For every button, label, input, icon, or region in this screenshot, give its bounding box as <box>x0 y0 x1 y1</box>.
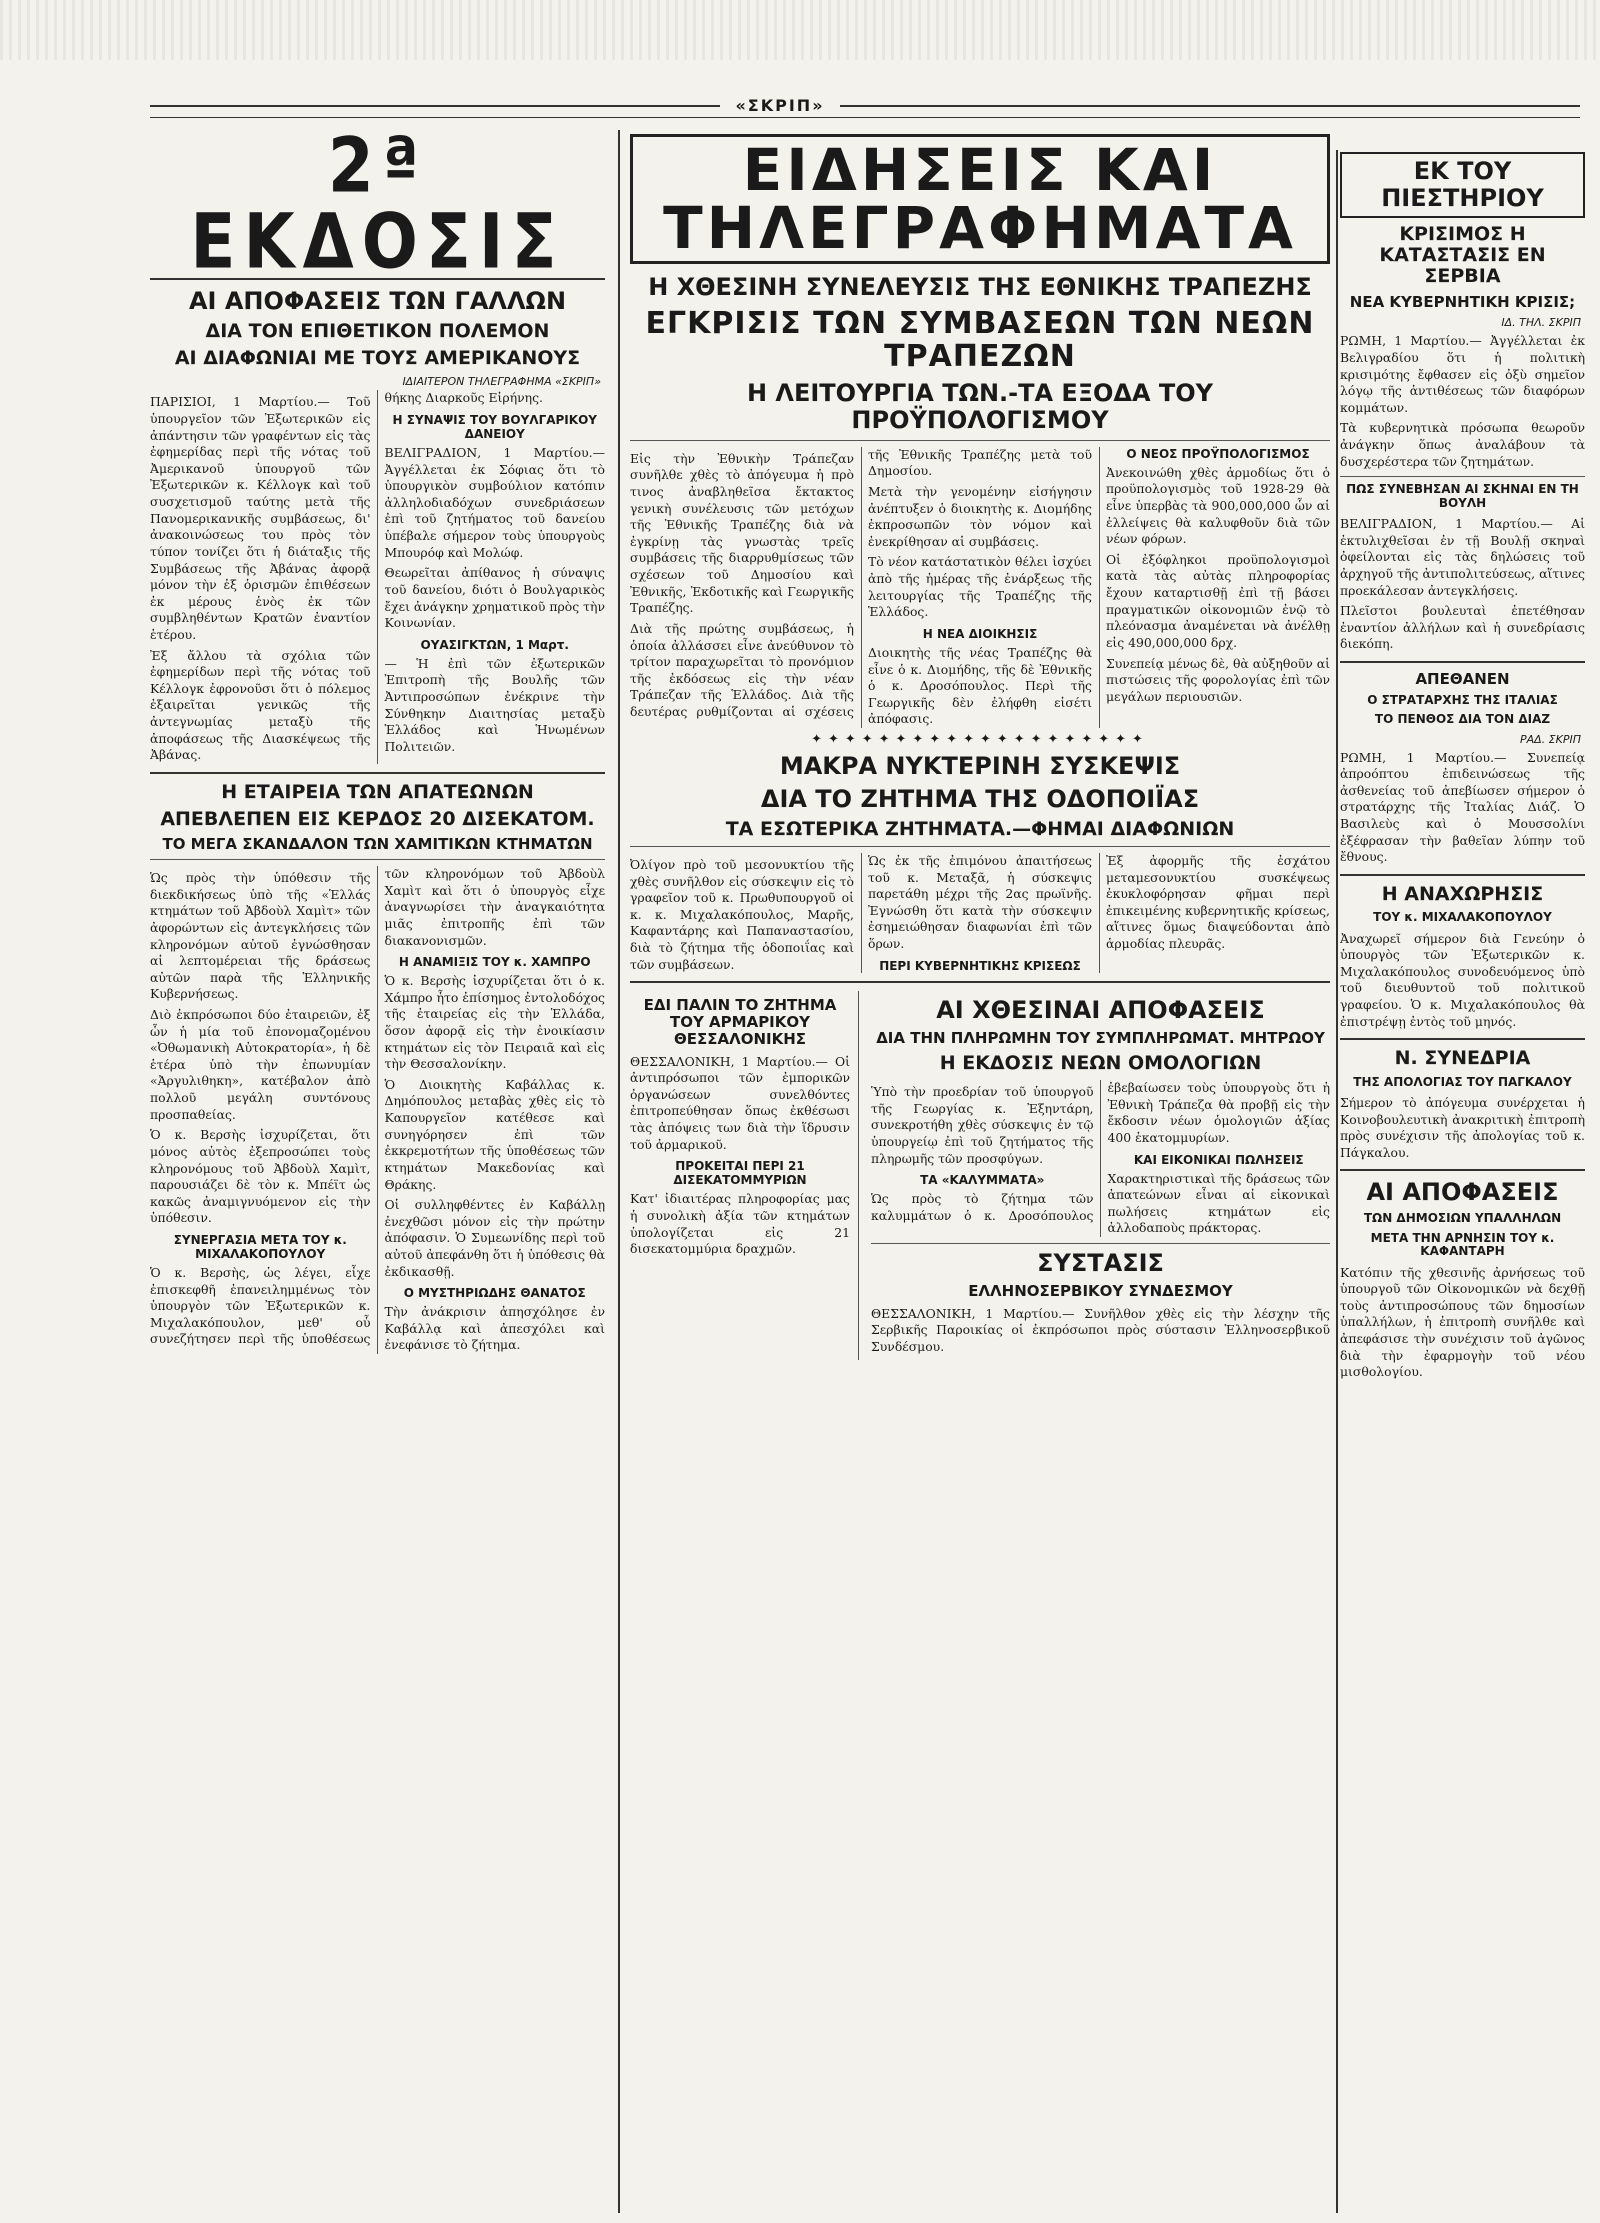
section-subhead: Η ΝΕΑ ΔΙΟΙΚΗΣΙΣ <box>922 626 1038 641</box>
stop-press-banner: ΕΚ ΤΟΥ ΠΙΕΣΤΗΡΙΟΥ <box>1340 152 1585 218</box>
article-subheadline: ΤΟ ΠΕΝΘΟΣ ΔΙΑ ΤΟΝ ΔΙΑΖ <box>1374 712 1551 727</box>
paragraph: Τὴν ἀνάκρισιν ἀπησχόλησε ἐν Καβάλλᾳ καὶ ἀπεσχόλει καὶ ἐνεφάνισε τὸ ζήτημα. <box>384 1304 605 1353</box>
paragraph: Κατόπιν τῆς χθεσινῆς ἀρνήσεως τοῦ ὑπουργοῦ τῶν Οἰκονομικῶν νὰ δεχθῇ τοὺς ἀντιπροσώπους τῶν δημοσίων ὑπαλλήλων, ἡ ἐπιτροπὴ συνῆλθε καὶ ἀπεφάσισε τὴν συνέχισιν τοῦ ἀγῶνος διὰ τὴν ἐφαρμογὴν τοῦ νέου μισθολογίου. <box>1340 1264 1585 1380</box>
article-headline: ΣΥΣΤΑΣΙΣ <box>1037 1249 1164 1278</box>
paragraph: Οἱ ἐξόφληκοι προϋπολογισμοὶ κατὰ τὰς αὐτὰς πληροφορίας ἔχουν καταρτισθῇ ἐπὶ τῇ βάσει πραγματικῶν οἰκονομιῶν ἐνῷ τὸ πλεόνασμα ἀναμένεται νὰ ἀνέλθῃ εἰς 490,000,000 δρχ. <box>1106 551 1330 650</box>
paragraph: Διοικητὴς τῆς νέας Τραπέζης θὰ εἶνε ὁ κ. Διομήδης, τῆς δὲ Ἐθνικῆς ὁ κ. Δροσόπουλος. Περὶ τῆς Γεωργικῆς δὲν ἐλήφθη εἰσέτι ἀπόφασις. <box>868 644 1092 727</box>
paragraph: Ἐξ ἄλλου τὰ σχόλια τῶν ἐφημερίδων περὶ τῆς νότας τοῦ Κέλλογκ ἐφρονοῦσι ὅτι ὁ πόλεμος ἐξαιρεῖται γενικῶς τῆς ἀντεγνωμίας μεταξὺ τῆς ἀποφάσεως τῆς Διασκέψεως τῆς Ἀβάνας. <box>150 647 371 763</box>
paragraph: Ὁ Διοικητὴς Καβάλλας κ. Δημόπουλος μεταβὰς χθὲς εἰς τὸ Καπουργεῖον κατέθεσε καὶ συνηγόρησεν ἐπὶ τῶν ἐκκρεμοτήτων τῆς ὑποθέσεως τῶν κτημάτων Μακεδονίας καὶ Θράκης. <box>384 1076 605 1192</box>
article-headline: ΑΠΕΘΑΝΕΝ <box>1415 669 1510 688</box>
paragraph: Τὸ νέον κατάστατικὸν θέλει ἰσχύει ἀπὸ τῆς ἡμέρας τῆς ἐνάρξεως τῆς λειτουργίας τῆς Τραπέζης τῆς Ἑλλάδος. <box>868 554 1092 620</box>
divider <box>1340 476 1585 477</box>
article-subheadline: Ο ΣΤΡΑΤΑΡΧΗΣ ΤΗΣ ΙΤΑΛΙΑΣ <box>1367 692 1558 707</box>
article-subheadline: ΤΑ ΕΣΩΤΕΡΙΚΑ ΖΗΤΗΜΑΤΑ.—ΦΗΜΑΙ ΔΙΑΦΩΝΙΩΝ <box>725 817 1235 840</box>
section-subhead: Ο ΜΥΣΤΗΡΙΩΔΗΣ ΘΑΝΑΤΟΣ <box>403 1286 586 1301</box>
paragraph: Ὁ κ. Βερσὴς, ὡς λέγει, εἶχε ἐπισκεφθῆ ἐπανειλημμένως τὸν ὑπουργὸν τῶν Ἐξωτερικῶν κ. Μιχαλακόπουλον, μεθ' οὗ συνεζήτησεν περὶ τῆς ὑποθέσεως τῶν κληρονόμων τοῦ Ἀβδοὺλ Χαμὶτ καὶ ὅτι ὁ ὑπουργὸς εἶχε ἀναγνωρίσει τὴν ἀναγκαιότητα μιᾶς ἐπιτροπῆς ἐπὶ τῶν διακανονισμῶν. <box>150 866 605 1347</box>
article-subheadline: ΕΛΛΗΝΟΣΕΡΒΙΚΟΥ ΣΥΝΔΕΣΜΟΥ <box>968 1281 1233 1300</box>
lower-section <box>630 991 1330 1359</box>
article-headline: Η ΕΤΑΙΡΕΙΑ ΤΩΝ ΑΠΑΤΕΩΝΩΝ <box>221 780 534 803</box>
paragraph: Χαρακτηριστικαὶ τῆς δράσεως τῶν ἀπατεώνων εἶναι αἱ εἰκονικαὶ πωλήσεις κτημάτων εἰς ἀλλοδαποὺς πράκτορας. <box>1107 1170 1330 1236</box>
divider <box>1340 1169 1585 1171</box>
paragraph: Σήμερον τὸ ἀπόγευμα συνέρχεται ἡ Κοινοβουλευτικὴ ἀνακριτικὴ ἐπιτροπὴ πρὸς συνέχισιν τῆς ἀπολογίας τοῦ κ. Πάγκαλου. <box>1340 1094 1585 1160</box>
paragraph: Τὰ κυβερνητικὰ πρόσωπα θεωροῦν ἀνάγκην ὅπως ἀναλάβουν τὰ δυσχερέστερα τῶν ζητημάτων. <box>1340 420 1585 469</box>
article-subheadline: Η ΣΥΝΑΨΙΣ ΤΟΥ ΒΟΥΛΓΑΡΙΚΟΥ ΔΑΝΕΙΟΥ <box>392 413 597 442</box>
divider <box>871 1243 1330 1244</box>
article-subheadline: ΤΗΣ ΑΠΟΛΟΓΙΑΣ ΤΟΥ ΠΑΓΚΑΛΟΥ <box>1353 1074 1572 1089</box>
paragraph: Εἰς τὴν Ἐθνικὴν Τράπεζαν συνῆλθε χθὲς τὸ ἀπόγευμα ἡ πρὸ τινος ἀναβληθεῖσα ἔκτακτος γενικὴ συνέλευσις τῶν μετόχων τῆς Ἐθνικῆς Τραπέζης διὰ νὰ ἐγκρίνῃ τὰς γνωστὰς τρεῖς συμβάσεις τῆς διαρρυθμίσεως τῶν σχέσεων τοῦ Δημοσίου καὶ Ἐθνικῆς, Ἐκδοτικῆς καὶ Γεωργικῆς Τραπέζης. <box>630 450 854 616</box>
article-headline: ΑΙ ΑΠΟΦΑΣΕΙΣ ΤΩΝ ΓΑΛΛΩΝ <box>188 287 567 315</box>
article-subheadline: ΕΓΚΡΙΣΙΣ ΤΩΝ ΣΥΜΒΑΣΕΩΝ ΤΩΝ ΝΕΩΝ ΤΡΑΠΕΖΩΝ <box>645 305 1315 375</box>
paragraph: Οἱ συλληφθέντες ἐν Καβάλλῃ ἐνεχθῶσι μόνον εἰς τὴν πρώτην ἀπόφασιν. Ὁ Συμεωνίδης περὶ τοῦ αὐτοῦ ἀπεφάνθη ὅτι ἡ ὑπόθεσις θὰ ἐκδικασθῇ. <box>384 1197 605 1279</box>
column-rule <box>1336 150 1338 2213</box>
column-rule <box>618 130 620 2213</box>
paragraph: ΡΩΜΗ, 1 Μαρτίου.— Συνεπείᾳ ἀπροόπτου ἐπιδεινώσεως τῆς ἀσθενείας τοῦ ἀπεβίωσεν σήμερον ὁ στρατάρχης τῆς Ἰταλίας Διάζ. Ὁ Βασιλεὺς καὶ ὁ Μουσσολίνι ἐξέφρασαν τὴν βαθεῖαν λύπην τοῦ ἔθνους. <box>1340 749 1585 865</box>
article-body-columns <box>150 390 605 763</box>
article-subheadline: ΔΙΑ ΤΟ ΖΗΤΗΜΑ ΤΗΣ ΟΔΟΠΟΙΪΑΣ <box>760 784 1200 813</box>
paragraph: ΡΩΜΗ, 1 Μαρτίου.— Ἀγγέλλεται ἐκ Βελιγραδίου ὅτι ἡ πολιτικὴ κρισιμότης ἔφθασεν εἰς ὀξὺ σημεῖον λόγῳ τῆς ἀντιθέσεως τῶν διαφόρων κομμάτων. <box>1340 333 1585 415</box>
scan-edge-strip <box>0 0 1600 60</box>
section-subhead: ΠΡΟΚΕΙΤΑΙ ΠΕΡΙ 21 ΔΙΣΕΚΑΤΟΜΜΥΡΙΩΝ <box>673 1159 807 1188</box>
paragraph: ΠΑΡΙΣΙΟΙ, 1 Μαρτίου.— Τοῦ ὑπουργεῖον τῶν Ἐξωτερικῶν εἰς ἀπάντησιν τῶν γραφέντων εἰς τὰς ἐφημερίδας περὶ τῆς νότας τοῦ Ἀμερικανοῦ ὑπουργοῦ τῶν Ἐξωτερικῶν κ. Κέλλογκ καὶ τοῦ συσχετισμοῦ ταύτης μετὰ τῆς Πανομερικανικῆς συμβάσεως, δι' ἀνακοινώσεως του πρὸς τὸν τύπον τονίζει ὅτι ἡ διάταξις τῆς Συμβάσεως τῆς Ἀβάνας ἀφορᾷ μόνον τὴν ἐξ ὁρισμῶν ἐπιθέσεων ἐκ μέρους ἑνὸς ἐκ τῶν συμβληθέντων Κρατῶν ἐναντίον ἑτέρου. <box>150 394 371 642</box>
column-right <box>1340 130 1585 2213</box>
article-subheadline: ΑΠΕΒΛΕΠΕΝ ΕΙΣ ΚΕΡΔΟΣ 20 ΔΙΣΕΚΑΤΟΜ. <box>160 808 595 831</box>
paragraph: Ὁ κ. Βερσὴς ἰσχυρίζεται, ὅτι μόνος αὐτὸς ἐξεπροσώπει τοὺς κληρονόμους τοῦ Ἀβδοὺλ Χαμὶτ, παρουσιάζει δὲ τὸν κ. Μπέϊτ ὡς κακῶς ἀναμιγνυόμενον εἰς τὴν ὑπόθεσιν. <box>150 1127 371 1226</box>
paragraph: Διὰ τῆς πρώτης συμβάσεως, ἡ ὁποία ἀλλάσσει εἶνε ἀνεύθυνον τὸ τρίτον παραχωρεῖται τὸ προνόμιον τῆς ἐκδόσεως εἰς τὴν νέαν Τράπεζαν τῆς Ἑλλάδος. Διὰ τῆς δευτέρας ρυθμίζονται αἱ σχέσεις τῆς Ἐθνικῆς Τραπέζης μετὰ τοῦ Δημοσίου. <box>630 446 1092 719</box>
divider <box>630 981 1330 983</box>
article-headline: Η ΧΘΕΣΙΝΗ ΣΥΝΕΛΕΥΣΙΣ ΤΗΣ ΕΘΝΙΚΗΣ ΤΡΑΠΕΖΗΣ <box>648 273 1312 301</box>
section-subhead: ΣΥΝΕΡΓΑΣΙΑ ΜΕΤΑ ΤΟΥ κ. ΜΙΧΑΛΑΚΟΠΟΥΛΟΥ <box>173 1232 347 1261</box>
paragraph: Θεωρεῖται ἀπίθανος ἡ σύναψις τοῦ δανείου, διότι ὁ Βουλγαρικὸς ἔχει ἀνάγκην χρηματικοῦ πρὸς τὴν Κοινωνίαν. <box>384 565 605 631</box>
divider <box>630 440 1330 441</box>
page-masthead-label: «ΣΚΡΙΠ» <box>720 96 840 115</box>
divider <box>1340 1038 1585 1040</box>
paragraph: Ὡς πρὸς τὴν ὑπόθεσιν τῆς διεκδικήσεως ὑπὸ τῆς «Ἑλλάς κτημάτων τοῦ Ἀβδοὺλ Χαμὶτ» τῶν ἀφορώντων εἰς ἀντεγκλήσεις τῶν κληρονόμων αὐτοῦ ἐγνώσθησαν αἱ λεπτομέρειαι τῆς δράσεως αὐτῶν παρὰ τῆς Ἑλληνικῆς Κυβερνήσεως. <box>150 870 371 1002</box>
paragraph: ΘΕΣΣΑΛΟΝΙΚΗ, 1 Μαρτίου.— Συνῆλθον χθὲς εἰς τὴν λέσχην τῆς Σερβικῆς Παροικίας οἱ ἐκπρόσωποι πρὸς σύστασιν Ἑλληνοσερβικοῦ Συνδέσμου. <box>871 1305 1330 1354</box>
article-subheadline: Η ΕΚΔΟΣΙΣ ΝΕΩΝ ΟΜΟΛΟΓΙΩΝ <box>939 1051 1262 1074</box>
article-subheadline: ΝΕΑ ΚΥΒΕΡΝΗΤΙΚΗ ΚΡΙΣΙΣ; <box>1349 292 1576 311</box>
article-headline: ΑΙ ΑΠΟΦΑΣΕΙΣ <box>1366 1178 1559 1207</box>
paragraph: Κατ' ἰδιαιτέρας πληροφορίας μας ἡ συνολικὴ ἀξία τῶν κτημάτων ὑπολογίζεται εἰς 21 δισεκατομμύρια δραχμῶν. <box>630 1191 850 1257</box>
section-subhead: ΠΕΡΙ ΚΥΒΕΡΝΗΤΙΚΗΣ ΚΡΙΣΕΩΣ <box>879 958 1081 973</box>
paragraph: Μετὰ τὴν γενομένην εἰσήγησιν ἀνέπτυξεν ὁ διοικητὴς κ. Διομήδης ἐκπροσωπῶν τὸν νόμον καὶ ἐνεκρίθησαν αἱ συμβάσεις. <box>868 484 1092 549</box>
paragraph: ΘΕΣΣΑΛΟΝΙΚΗ, 1 Μαρτίου.— Οἱ ἀντιπρόσωποι τῶν ἐμπορικῶν ὀργανώσεων συνελθόντες ἐπιτροπεύθησαν ὅπως ἐκθέσωσι τὰς ἀπόψεις των διὰ τὴν ἵδρυσιν τοῦ ἀρμαρικοῦ. <box>630 1053 850 1152</box>
divider <box>1340 661 1585 663</box>
article-subheadline: ΟΥΑΣΙΓΚΤΩΝ, 1 Μαρτ. <box>420 637 569 652</box>
paragraph: Ἀναχωρεῖ σήμερον διὰ Γενεύην ὁ ὑπουργὸς τῶν Ἐξωτερικῶν κ. Μιχαλακόπουλος συνοδευόμενος ὑπὸ τοῦ διευθυντοῦ τοῦ πολιτικοῦ γραφείου. Ὁ κ. Μιχαλακόπουλος θὰ ἐπιστρέψῃ ἐντὸς τοῦ μηνός. <box>1340 930 1585 1029</box>
article-subheadline: ΔΙΑ ΤΟΝ ΕΠΙΘΕΤΙΚΟΝ ΠΟΛΕΜΟΝ <box>205 319 550 342</box>
masthead-rule <box>150 105 1580 118</box>
dateline: ΙΔΙΑΙΤΕΡΟΝ ΤΗΛΕΓΡΑΦΗΜΑ «ΣΚΡΙΠ» <box>402 375 601 389</box>
paragraph: — Ἡ ἐπὶ τῶν ἐξωτερικῶν Ἐπιτροπὴ τῆς Βουλῆς τῶν Ἀντιπροσώπων ἐνέκρινε τὴν Σύνθηκην Διαιτησίας μεταξὺ Ἑλλάδος καὶ Ἡνωμένων Πολιτειῶν. <box>384 655 605 754</box>
paragraph: Ὁ κ. Βερσὴς ἰσχυρίζεται ὅτι ὁ κ. Χάμπρο ἦτο ἐπίσημος ἐντολοδόχος τῆς ἐταιρείας εἰς τὴν Ἑλλάδα, ὅσον ἀφορᾷ εἰς τὴν ἐνοικίασιν κτημάτων εἰς τὸν Πειραιᾶ καὶ εἰς τὴν Θεσσαλονίκην. <box>384 973 605 1072</box>
article-subheadline: ΤΟ ΜΕΓΑ ΣΚΑΝΔΑΛΟΝ ΤΩΝ ΧΑΜΙΤΙΚΩΝ ΚΤΗΜΑΤΩΝ <box>162 835 593 854</box>
article-headline: Ν. ΣΥΝΕΔΡΙΑ <box>1394 1047 1531 1070</box>
article-headline: ΜΑΚΡΑ ΝΥΚΤΕΡΙΝΗ ΣΥΣΚΕΨΙΣ <box>779 751 1181 780</box>
article-subheadline: ΤΟΥ κ. ΜΙΧΑΛΑΚΟΠΟΥΛΟΥ <box>1373 910 1552 925</box>
divider <box>1340 874 1585 876</box>
article-headline: Η ΑΝΑΧΩΡΗΣΙΣ <box>1381 882 1544 905</box>
section-banner: ΕΙΔΗΣΕΙΣ ΚΑΙ ΤΗΛΕΓΡΑΦΗΜΑΤΑ <box>630 134 1330 264</box>
dateline: ΡΑΔ. ΣΚΡΙΠ <box>1520 732 1581 746</box>
divider <box>630 846 1330 847</box>
paragraph: Ἀνεκοινώθη χθὲς ἁρμοδίως ὅτι ὁ προϋπολογισμὸς τοῦ 1928-29 θὰ εἶνε ὑπερβὰς τὰ 900,000,000 ὧν αἱ ἐλλείψεις θὰ καλυφθοῦν διὰ τῶν νέων φόρων. <box>1106 464 1330 547</box>
article-subheadline: ΤΩΝ ΔΗΜΟΣΙΩΝ ΥΠΑΛΛΗΛΩΝ <box>1363 1211 1562 1226</box>
paragraph: Διὸ ἐκπρόσωποι δύο ἐταιρειῶν, ἐξ ὧν ἡ μία τοῦ ἐπονομαζομένου «Ὀθωμανικὴ Αὐτοκρατορία», ἡ δὲ ἑτέρα ὑπὸ τὴν ἐπωνυμίαν «Ἀργυλιθηκη», κατέβαλον ἀπὸ πολλοῦ μεγάλη συντόνους προσπαθείας. <box>150 1007 371 1122</box>
paragraph: Ὡς ἐκ τῆς ἐπιμόνου ἀπαιτήσεως τοῦ κ. Μεταξᾶ, ἡ σύσκεψις παρετάθη μέχρι τῆς 2ας πρωϊνῆς. Ἐγνώσθη ὅτι κατὰ τὴν σύσκεψιν ἐσημειώθησαν διαφωνίαι ἐπὶ τῶν ὅρων. <box>868 852 1092 952</box>
article-subheadline: ΜΕΤΑ ΤΗΝ ΑΡΝΗΣΙΝ ΤΟΥ κ. ΚΑΦΑΝΤΑΡΗ <box>1370 1230 1555 1259</box>
section-subhead: Η ΑΝΑΜΙΞΙΣ ΤΟΥ κ. ΧΑΜΠΡΟ <box>398 955 591 970</box>
decisions-article <box>871 991 1330 1359</box>
article-body-columns <box>150 866 605 1354</box>
article-body-columns <box>630 447 1330 728</box>
article-subheadline: ΔΙΑ ΤΗΝ ΠΛΗΡΩΜΗΝ ΤΟΥ ΣΥΜΠΛΗΡΩΜΑΤ. ΜΗΤΡΩΟΥ <box>876 1029 1325 1048</box>
ornament-divider: ✦✦✦✦✦✦✦✦✦✦✦✦✦✦✦✦✦✦✦✦ <box>811 731 1149 747</box>
divider <box>150 859 605 860</box>
article-headline: ΚΡΙΣΙΜΟΣ Η ΚΑΤΑΣΤΑΣΙΣ ΕΝ ΣΕΡΒΙΑ <box>1379 222 1546 288</box>
salonica-article <box>630 991 859 1359</box>
article-body-columns <box>871 1080 1330 1237</box>
section-subhead: ΤΑ «ΚΑΛΥΜΜΑΤΑ» <box>920 1173 1045 1188</box>
article-headline: ΕΔΙ ΠΑΛΙΝ ΤΟ ΖΗΤΗΜΑ ΤΟΥ ΑΡΜΑΡΙΚΟΥ ΘΕΣΣΑΛΟΝΙΚΗΣ <box>643 996 837 1048</box>
paragraph: Ὡς πρὸς τὸ ζήτημα τῶν καλυμμάτων ὁ κ. Δροσόπουλος ἐβεβαίωσεν τοὺς ὑπουργοὺς ὅτι ἡ Ἐθνικὴ Τράπεζα θὰ προβῇ εἰς τὴν ἔκδοσιν νέων ὁμολογιῶν ἀξίας 400 ἑκατομμυρίων. <box>871 1080 1330 1223</box>
edition-title: 2ª ΕΚΔΟΣΙΣ <box>190 130 565 286</box>
article-headline: ΑΙ ΧΘΕΣΙΝΑΙ ΑΠΟΦΑΣΕΙΣ <box>936 996 1265 1025</box>
paragraph: θήκης Διαρκοῦς Εἰρήνης. <box>384 390 543 406</box>
paragraph: Ἐξ ἀφορμῆς τῆς ἐσχάτου μεταμεσονυκτίου συσκέψεως ἐκυκλοφόρησαν φῆμαι περὶ ἐπικειμένης κυβερνητικῆς κρίσεως, αἵτινες ὅμως διαψεύδονται ἀπὸ ἁρμοδίας πλευρᾶς. <box>1106 852 1330 952</box>
dateline: ΙΔ. ΤΗΛ. ΣΚΡΙΠ <box>1501 316 1581 330</box>
paragraph: Ὑπὸ τὴν προεδρίαν τοῦ ὑπουργοῦ τῆς Γεωργίας κ. Ἐξηντάρη, συνεκροτήθη χθὲς σύσκεψις ἐν τῷ ὑπουργείῳ ἐπὶ τοῦ ζητήματος τῆς πληρωμῆς τῶν προσφύγων. <box>871 1084 1094 1166</box>
paragraph: Ὀλίγον πρὸ τοῦ μεσονυκτίου τῆς χθὲς συνῆλθον εἰς σύσκεψιν εἰς τὸ γραφεῖον τοῦ κ. Πρωθυπουργοῦ οἱ κ. κ. Μιχαλακόπουλος, Μαρῆς, Καφαντάρης καὶ Παπαναστασίου, διὰ τὸ ζήτημα τῆς ὁδοποιΐας καὶ τῶν συμβάσεων. <box>630 856 854 972</box>
column-center <box>630 130 1330 2213</box>
divider <box>150 772 605 774</box>
section-subhead: ΚΑΙ ΕΙΚΟΝΙΚΑΙ ΠΩΛΗΣΕΙΣ <box>1133 1152 1304 1167</box>
article-subheadline: Η ΛΕΙΤΟΥΡΓΙΑ ΤΩΝ.-ΤΑ ΕΞΟΔΑ ΤΟΥ ΠΡΟΫΠΟΛΟΓΙΣΜΟΥ <box>746 379 1214 434</box>
section-subhead: Ο ΝΕΟΣ ΠΡΟΫΠΟΛΟΓΙΣΜΟΣ <box>1126 446 1310 461</box>
paragraph: ΒΕΛΙΓΡΑΔΙΟΝ, 1 Μαρτίου.— Αἱ ἐκτυλιχθεῖσαι ἐν τῇ Βουλῇ σκηναὶ ὀφείλονται εἰς τὰς δηλώσεις τοῦ ἀρχηγοῦ τῆς ἀντιπολιτεύσεως, αἵτινες προεκάλεσαν ἀντεγκλήσεις. <box>1340 516 1585 598</box>
article-body-columns <box>630 853 1330 973</box>
article-headline: ΠΩΣ ΣΥΝΕΒΗΣΑΝ ΑΙ ΣΚΗΝΑΙ ΕΝ ΤΗ ΒΟΥΛΗ <box>1346 482 1579 510</box>
article-subheadline: ΑΙ ΔΙΑΦΩΝΙΑΙ ΜΕ ΤΟΥΣ ΑΜΕΡΙΚΑΝΟΥΣ <box>174 347 581 370</box>
column-left <box>150 130 605 2213</box>
paragraph: Πλεῖστοι βουλευταὶ ἐπετέθησαν ἐναντίον ἀλλήλων καὶ ἡ συνεδρίασις διεκόπη. <box>1340 603 1585 652</box>
paragraph: Συνεπείᾳ μένως δὲ, θὰ αὐξηθοῦν αἱ πιστώσεις τῆς φορολογίας ἐπὶ τῶν μεγάλων περιουσιῶν. <box>1106 655 1330 704</box>
paragraph: ΒΕΛΙΓΡΑΔΙΟΝ, 1 Μαρτίου.— Ἀγγέλλεται ἐκ Σόφιας ὅτι τὸ ὑπουργικὸν συμβούλιον κατόπιν ἀλληλοδιαδόχων συνεδριάσεων ἐπὶ τοῦ ζητήματος τοῦ δανείου ὑπέβαλε σήμερον τοὺς ὑπουργοὺς Μπουρόφ καὶ Μολώφ. <box>384 445 605 560</box>
